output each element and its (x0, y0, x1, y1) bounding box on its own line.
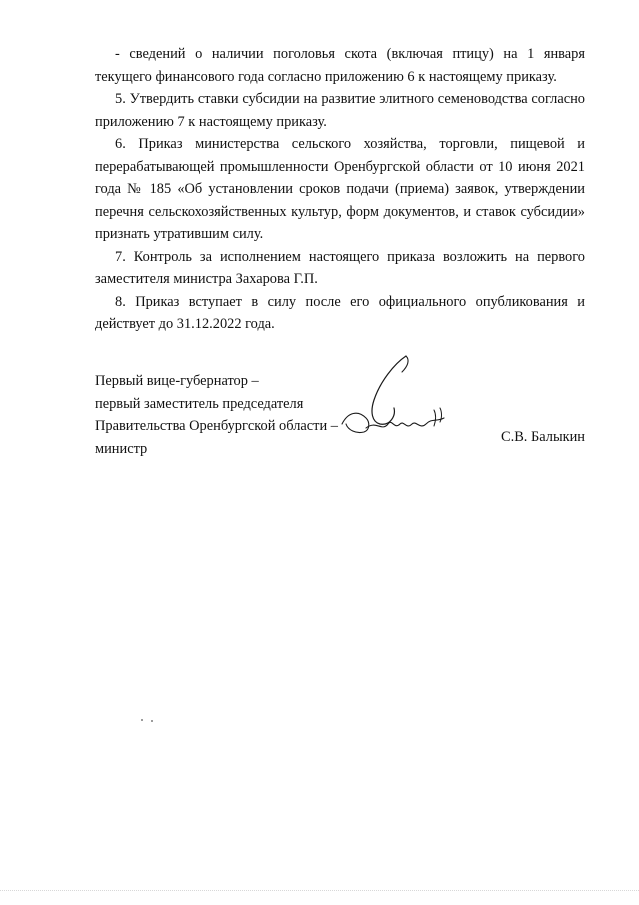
paragraph-livestock-info: - сведений о наличии поголовья скота (включая птицу) на 1 января текущего финансового года согласно приложению 6 к настоящему приказу. (95, 46, 585, 85)
paragraph-7: 7. Контроль за исполнением настоящего приказа возложить на первого заместителя министра Захарова Г.П. (95, 248, 585, 287)
paragraph-6: 6. Приказ министерства сельского хозяйства, торговли, пищевой и перерабатывающей промышленности Оренбургской области от 10 июня 2021 года № 185 «Об установлении сроков подачи (приема) заявок, утверждении перечня сельскохозяйственных культур, форм документов, и ставок субсидии» признать утратившим силу. (95, 136, 585, 242)
paragraph-8: 8. Приказ вступает в силу после его официального опубликования и действует до 31.12.2022 года. (95, 293, 585, 332)
page-bottom-edge (0, 890, 639, 891)
signer-title-line: Первый вице-губернатор – (95, 373, 259, 389)
handwritten-signature (336, 352, 451, 447)
signer-title-line: министр (95, 440, 148, 457)
signer-title-line: Правительства Оренбургской области – (95, 418, 338, 434)
signer-title-block (95, 370, 355, 460)
signer-name: С.В. Балыкин (501, 429, 586, 445)
scan-speck (138, 714, 168, 726)
paragraph-5: 5. Утвердить ставки субсидии на развитие элитного семеноводства согласно приложению 7 к настоящему приказу. (95, 91, 585, 130)
signer-title-line: первый заместитель председателя (95, 395, 304, 412)
document-body (95, 43, 585, 336)
